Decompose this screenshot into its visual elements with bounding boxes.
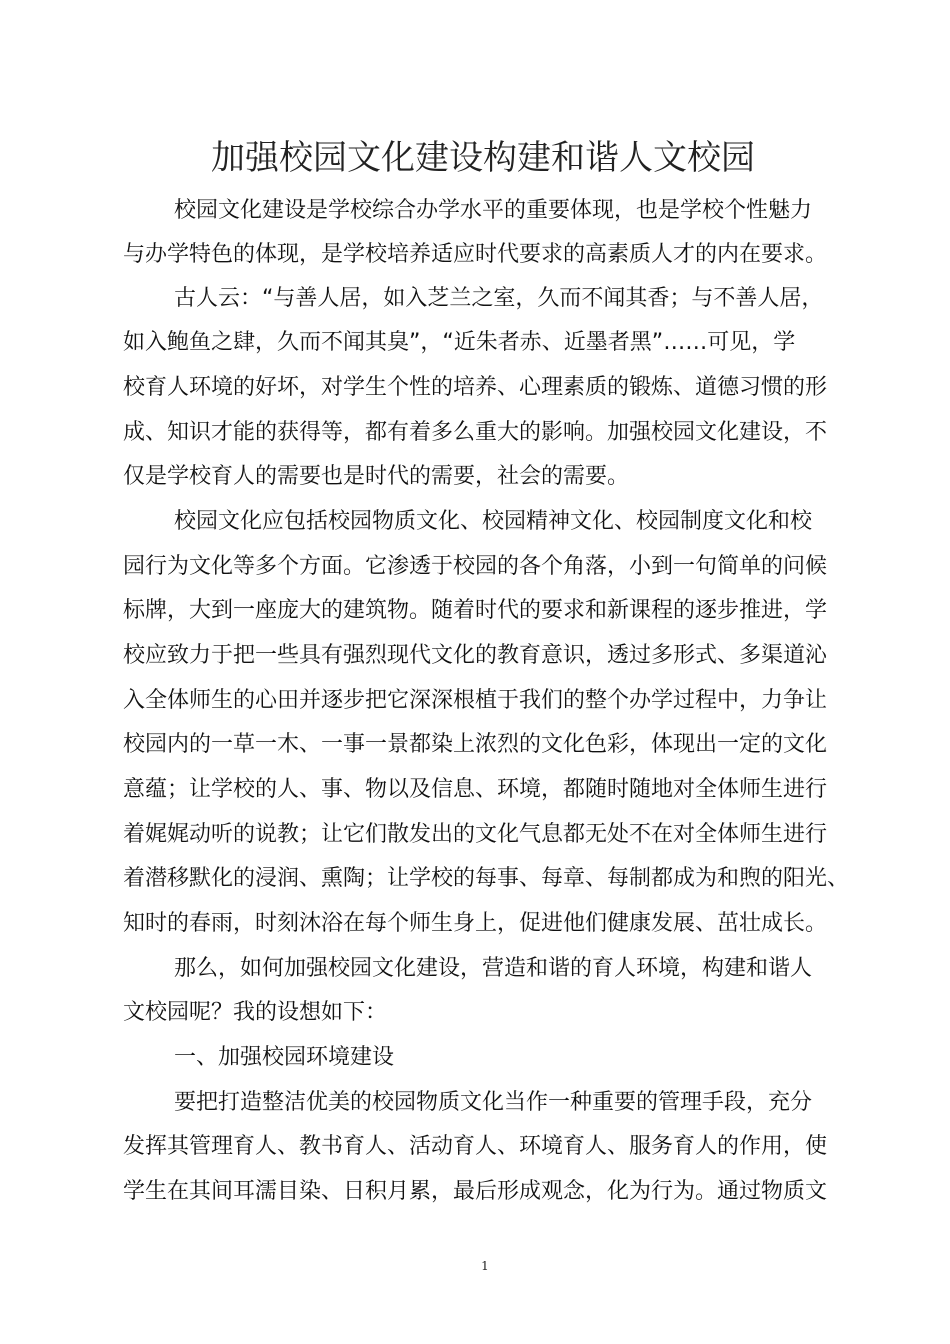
paragraph-line: 园行为文化等多个方面。它渗透于校园的各个角落，小到一句简单的问候 [123,554,828,579]
paragraph-line: 校园内的一草一木、一事一景都染上浓烈的文化色彩，体现出一定的文化 [123,732,828,757]
page-number: 1 [481,1259,489,1273]
paragraph-line: 要把打造整洁优美的校园物质文化当作一种重要的管理手段，充分 [174,1090,813,1115]
paragraph-line: 入全体师生的心田并逐步把它深深根植于我们的整个办学过程中，力争让 [123,688,828,713]
paragraph-line: 着潜移默化的浸润、熏陶；让学校的每事、每章、每制都成为和煦的阳光、 [123,866,850,891]
paragraph-line: 古人云：“与善人居，如入芝兰之室，久而不闻其香；与不善人居， [174,286,824,311]
paragraph-line: 意蕴；让学校的人、事、物以及信息、环境，都随时随地对全体师生进行 [123,777,828,802]
paragraph-line: 校园文化建设是学校综合办学水平的重要体现，也是学校个性魅力 [174,198,813,223]
document-title: 加强校园文化建设构建和谐人文校园 [211,138,755,178]
paragraph-line: 发挥其管理育人、教书育人、活动育人、环境育人、服务育人的作用，使 [123,1134,828,1159]
paragraph-line: 文校园呢？我的设想如下： [123,1000,388,1025]
paragraph-line: 与办学特色的体现，是学校培养适应时代要求的高素质人才的内在要求。 [123,242,828,267]
paragraph-line: 仅是学校育人的需要也是时代的需要，社会的需要。 [123,464,630,489]
paragraph-line: 那么，如何加强校园文化建设，营造和谐的育人环境，构建和谐人 [174,956,813,981]
paragraph-line: 如入鲍鱼之肆，久而不闻其臭”，“近朱者赤、近墨者黑”……可见，学 [123,330,796,355]
paragraph-line: 校园文化应包括校园物质文化、校园精神文化、校园制度文化和校 [174,509,813,534]
section-heading: 一、加强校园环境建设 [174,1045,395,1070]
paragraph-line: 成、知识才能的获得等，都有着多么重大的影响。加强校园文化建设，不 [123,420,828,445]
paragraph-line: 知时的春雨，时刻沐浴在每个师生身上，促进他们健康发展、茁壮成长。 [123,911,828,936]
paragraph-line: 标牌，大到一座庞大的建筑物。随着时代的要求和新课程的逐步推进，学 [123,598,828,623]
paragraph-line: 校育人环境的好坏，对学生个性的培养、心理素质的锻炼、道德习惯的形 [123,375,828,400]
paragraph-line: 着娓娓动听的说教；让它们散发出的文化气息都无处不在对全体师生进行 [123,822,828,847]
paragraph-line: 校应致力于把一些具有强烈现代文化的教育意识，透过多形式、多渠道沁 [123,643,828,668]
paragraph-line: 学生在其间耳濡目染、日积月累，最后形成观念，化为行为。通过物质文 [123,1179,828,1204]
